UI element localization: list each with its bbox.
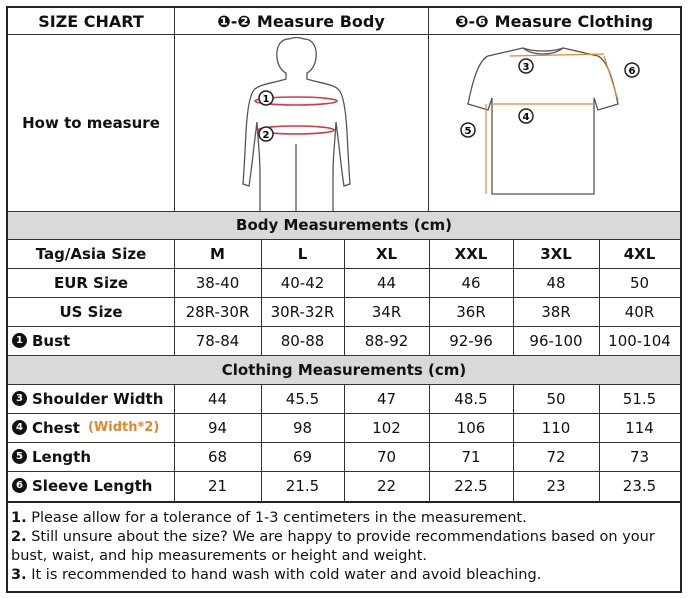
- body-value-cell: 78-84: [195, 331, 240, 350]
- note-text: It is recommended to hand wash with cold water and avoid bleaching.: [26, 567, 542, 583]
- shirt-outline: [468, 48, 618, 194]
- clothing-row-label-text: Shoulder Width: [32, 389, 164, 408]
- clothing-value-cell: 70: [376, 447, 397, 466]
- body-row-label: [8, 268, 174, 297]
- body-value-cell: 48: [546, 273, 566, 292]
- body-value-cell: 38-40: [195, 273, 240, 292]
- shoulder-measure-line: [510, 54, 604, 56]
- clothing-row-label: [8, 384, 174, 413]
- measure-body-label: Measure Body: [256, 11, 385, 31]
- grid-line: [344, 384, 345, 501]
- body-value-cell: XL: [375, 244, 398, 263]
- svg-text:1: 1: [262, 94, 270, 105]
- grid-line: [513, 384, 514, 501]
- grid-line: [599, 239, 600, 355]
- clothing-value-cell: 69: [292, 447, 313, 466]
- grid-line: [174, 239, 175, 355]
- body-value-cell: M: [210, 244, 225, 263]
- clothing-value-cell: 71: [461, 447, 481, 466]
- clothing-value-cell: 68: [207, 447, 228, 466]
- body-row-label: [8, 239, 174, 268]
- number-badge: 1: [12, 333, 27, 348]
- how-to-measure-label: How to measure: [22, 113, 160, 132]
- measure-body-badge: ❶-❷: [217, 11, 251, 31]
- clothing-value-cell: 110: [541, 418, 571, 437]
- grid-line: [174, 8, 175, 211]
- shirt-figure: [428, 34, 680, 211]
- svg-text:2: 2: [262, 130, 270, 141]
- measure-clothing-label: Measure Clothing: [494, 11, 654, 31]
- clothing-section-title: Clothing Measurements (cm): [221, 360, 467, 379]
- body-value-cell: 38R: [541, 302, 571, 321]
- clothing-value-cell: 21.5: [285, 476, 320, 495]
- notes: [11, 509, 677, 585]
- shirt-marker-3: [519, 59, 533, 73]
- svg-text:3: 3: [522, 62, 530, 73]
- clothing-value-cell: 94: [207, 418, 228, 437]
- body-value-cell: 4XL: [623, 244, 656, 263]
- clothing-value-cell: 45.5: [285, 389, 320, 408]
- clothing-value-cell: 47: [376, 389, 397, 408]
- grid-line: [344, 239, 345, 355]
- number-badge: 6: [12, 478, 27, 493]
- note-number: 3.: [11, 567, 27, 583]
- body-value-cell: 40R: [624, 302, 655, 321]
- clothing-value-cell: 72: [546, 447, 566, 466]
- clothing-row-label-text: Length: [32, 447, 91, 466]
- grid-line: [8, 34, 680, 35]
- clothing-value-cell: 22.5: [454, 476, 488, 495]
- measure-clothing-badge: ❸-❻: [454, 11, 489, 31]
- body-marker-1: [259, 91, 273, 105]
- clothing-row-label: [8, 413, 174, 442]
- body-value-cell: 28R-30R: [185, 302, 250, 321]
- note-number: 2.: [11, 529, 27, 545]
- clothing-row-label: [8, 471, 174, 500]
- clothing-value-cell: 98: [292, 418, 313, 437]
- grid-line: [513, 239, 514, 355]
- number-badge: 4: [12, 420, 27, 435]
- body-value-cell: 50: [629, 273, 650, 292]
- note-text: Please allow for a tolerance of 1-3 centimeters in the measurement.: [26, 510, 527, 526]
- clothing-row-label-text: Chest: [32, 418, 80, 437]
- body-value-cell: 36R: [456, 302, 486, 321]
- body-value-cell: 100-104: [608, 331, 671, 350]
- clothing-value-cell: 102: [372, 418, 401, 437]
- body-value-cell: 30R-32R: [270, 302, 335, 321]
- note-item: [11, 566, 677, 585]
- body-value-cell: 40-42: [280, 273, 325, 292]
- note-item: [11, 509, 677, 528]
- grid-line: [261, 239, 262, 355]
- body-row-label-text: Tag/Asia Size: [35, 244, 147, 263]
- clothing-value-cell: 73: [629, 447, 650, 466]
- size-chart-title: SIZE CHART: [38, 11, 144, 31]
- clothing-value-cell: 22: [376, 476, 397, 495]
- clothing-row-label-text: Sleeve Length: [32, 476, 153, 495]
- grid-line: [429, 384, 430, 501]
- grid-line: [428, 8, 429, 211]
- clothing-value-cell: 51.5: [622, 389, 657, 408]
- grid-line: [8, 355, 680, 356]
- body-outline: [243, 38, 350, 212]
- svg-text:4: 4: [522, 112, 530, 123]
- sleeve-measure-line: [604, 56, 618, 100]
- body-value-cell: 88-92: [364, 331, 409, 350]
- clothing-row-label: [8, 442, 174, 471]
- grid-line: [429, 239, 430, 355]
- clothing-value-cell: 23.5: [622, 476, 657, 495]
- note-number: 1.: [11, 510, 27, 526]
- clothing-value-cell: 23: [546, 476, 566, 495]
- clothing-value-cell: 106: [456, 418, 486, 437]
- body-value-cell: L: [297, 244, 308, 263]
- note-text: Still unsure about the size? We are happy to provide recommendations based on your bust, waist, and hip measurements or height and weight.: [11, 529, 655, 564]
- grid-line: [599, 384, 600, 501]
- body-value-cell: 46: [461, 273, 481, 292]
- shirt-marker-6: [625, 63, 639, 77]
- body-value-cell: 44: [376, 273, 397, 292]
- width-note: (Width*2): [87, 420, 160, 435]
- note-item: [11, 528, 677, 566]
- body-value-cell: 96-100: [529, 331, 583, 350]
- body-marker-2: [259, 127, 273, 141]
- number-badge: 5: [12, 449, 27, 464]
- grid-line: [8, 501, 680, 503]
- grid-line: [261, 384, 262, 501]
- number-badge: 3: [12, 391, 27, 406]
- shirt-marker-4: [519, 109, 533, 123]
- body-value-cell: 3XL: [540, 244, 572, 263]
- shirt-marker-5: [461, 123, 475, 137]
- body-figure: [174, 34, 428, 211]
- body-row-label: [8, 326, 174, 355]
- body-section-title: Body Measurements (cm): [236, 216, 452, 234]
- body-value-cell: 34R: [371, 302, 402, 321]
- body-value-cell: XXL: [454, 244, 488, 263]
- grid-line: [174, 384, 175, 501]
- svg-text:5: 5: [464, 126, 472, 137]
- body-row-label-text: EUR Size: [53, 273, 129, 292]
- svg-text:6: 6: [628, 66, 636, 77]
- clothing-value-cell: 21: [207, 476, 228, 495]
- clothing-value-cell: 48.5: [454, 389, 488, 408]
- clothing-value-cell: 50: [546, 389, 566, 408]
- clothing-value-cell: 44: [207, 389, 228, 408]
- body-value-cell: 80-88: [280, 331, 325, 350]
- body-row-label-text: US Size: [59, 302, 123, 321]
- grid-line: [8, 211, 680, 212]
- body-value-cell: 92-96: [449, 331, 493, 350]
- size-chart-table: [6, 6, 682, 593]
- measure-body-header: [174, 8, 428, 34]
- body-row-label: [8, 297, 174, 326]
- measure-clothing-header: [428, 8, 680, 34]
- clothing-value-cell: 114: [625, 418, 654, 437]
- body-row-label-text: Bust: [32, 331, 71, 350]
